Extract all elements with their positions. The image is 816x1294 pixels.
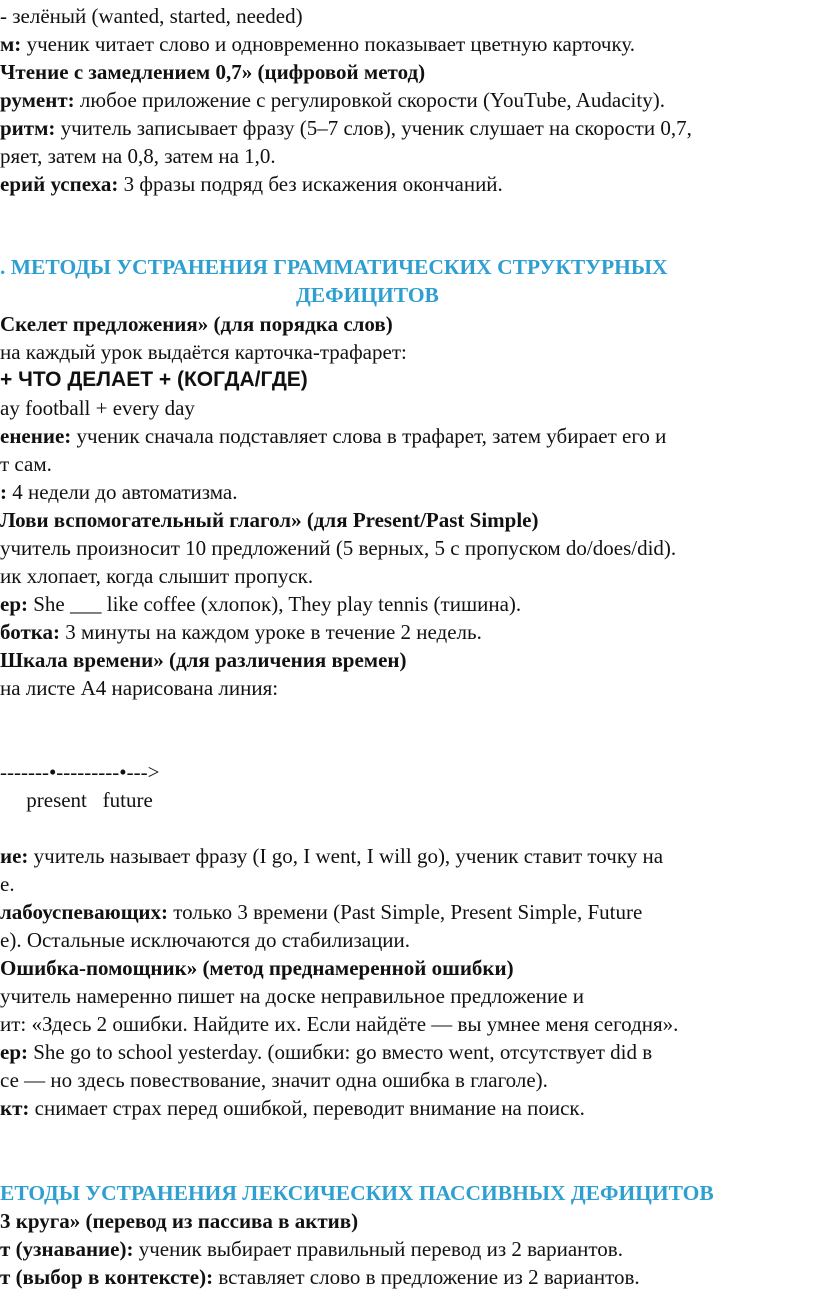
text-line: ритм: учитель записывает фразу (5–7 слов), ученик слушает на скорости 0,7,: [0, 116, 692, 140]
text-line: на листе А4 нарисована линия:: [0, 676, 279, 700]
subsection-title: Лови вспомогательный глагол» (для Present/Past Simple): [0, 508, 539, 532]
text-line: т (выбор в контексте): вставляет слово в предложение из 2 вариантов.: [0, 1265, 640, 1289]
text-line: ит: «Здесь 2 ошибки. Найдите их. Если найдёте — вы умнее меня сегодня».: [0, 1012, 679, 1036]
text-line: ер: She go to school yesterday. (ошибки: go вместо went, отсутствует did в: [0, 1040, 653, 1064]
text-line: т сам.: [0, 452, 52, 476]
subsection-title: Ошибка-помощник» (метод преднамеренной ошибки): [0, 956, 514, 980]
text-line: - зелёный (wanted, started, needed): [0, 4, 303, 28]
text-line: учитель намеренно пишет на доске неправильное предложение и: [0, 984, 584, 1008]
text-line: се — но здесь повествование, значит одна ошибка в глаголе).: [0, 1068, 548, 1092]
section-heading: ЕТОДЫ УСТРАНЕНИЯ ЛЕКСИЧЕСКИХ ПАССИВНЫХ ДЕФИЦИТОВ: [0, 1181, 714, 1205]
text-line: т (узнавание): ученик выбирает правильный перевод из 2 вариантов.: [0, 1237, 623, 1261]
text-line: ay football + every day: [0, 396, 195, 420]
section-heading-continued: ДЕФИЦИТОВ: [296, 283, 439, 307]
subsection-title: Скелет предложения» (для порядка слов): [0, 312, 393, 336]
text-line: ряет, затем на 0,8, затем на 1,0.: [0, 144, 276, 168]
text-line: м: ученик читает слово и одновременно показывает цветную карточку.: [0, 32, 636, 56]
subsection-title: Шкала времени» (для различения времен): [0, 648, 407, 672]
subsection-title: Чтение с замедлением 0,7» (цифровой метод): [0, 60, 426, 84]
text-line: ботка: 3 минуты на каждом уроке в течение 2 недель.: [0, 620, 482, 644]
text-line: румент: любое приложение с регулировкой скорости (YouTube, Audacity).: [0, 88, 665, 112]
subsection-title: 3 круга» (перевод из пассива в актив): [0, 1209, 359, 1233]
text-line: ие: учитель называет фразу (I go, I went, I will go), ученик ставит точку на: [0, 844, 664, 868]
text-line: е). Остальные исключаются до стабилизации.: [0, 928, 411, 952]
text-line: : 4 недели до автоматизма.: [0, 480, 238, 504]
text-line: енение: ученик сначала подставляет слова в трафарет, затем убирает его и: [0, 424, 667, 448]
text-line: ерий успеха: 3 фразы подряд без искажения окончаний.: [0, 172, 503, 196]
timeline-line: -------•---------•--->: [0, 760, 160, 784]
text-line: на каждый урок выдаётся карточка-трафарет:: [0, 340, 407, 364]
timeline-labels: present future: [0, 788, 153, 812]
text-line: учитель произносит 10 предложений (5 верных, 5 с пропуском do/does/did).: [0, 536, 677, 560]
section-heading: . МЕТОДЫ УСТРАНЕНИЯ ГРАММАТИЧЕСКИХ СТРУКТУРНЫХ: [0, 255, 668, 279]
template-formula: + ЧТО ДЕЛАЕТ + (КОГДА/ГДЕ): [0, 368, 308, 391]
text-line: е.: [0, 872, 15, 896]
text-line: лабоуспевающих: только 3 времени (Past Simple, Present Simple, Future: [0, 900, 643, 924]
text-line: кт: снимает страх перед ошибкой, переводит внимание на поиск.: [0, 1096, 585, 1120]
text-line: ер: She ___ like coffee (хлопок), They play tennis (тишина).: [0, 592, 522, 616]
text-line: ик хлопает, когда слышит пропуск.: [0, 564, 314, 588]
